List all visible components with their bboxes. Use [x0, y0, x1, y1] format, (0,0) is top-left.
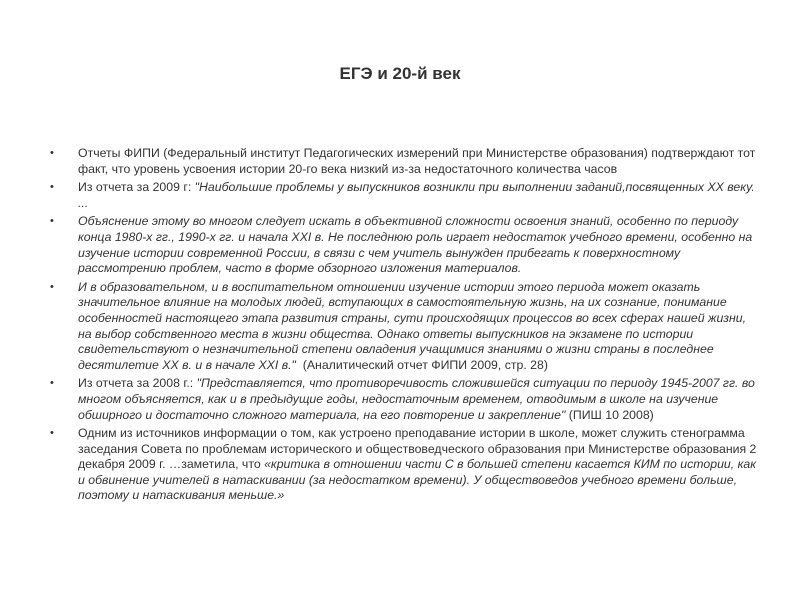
bullet-item — [48, 376, 760, 423]
quote-text: "Наибольшие проблемы у выпускников возникли при выполнении заданий,посвященных XX веку. ... — [78, 180, 755, 210]
bullet-item — [48, 214, 760, 276]
bullet-icon: • — [50, 147, 54, 159]
bullet-list — [48, 146, 760, 507]
quote-text: И в образовательном, и в воспитательном отношении изучение истории этого периода может оказать значительное влияние на молодых людей, вступающих в самостоятельную жизнь, на их сознание, понимание особенностей настоящего этапа развития страны, сути происходящих процессов во всех сферах нашей жизни, на выбор собственного места в жизни общества. Однако ответы выпускников на экзамене по истории свидетельствуют о незначительной степени овладения учащимися знаниями о жизни страны в последнее десятилетие XX в. и в начале XXI в." — [78, 279, 747, 372]
bullet-text: Из отчета за 2008 г.: — [78, 376, 197, 391]
bullet-icon: • — [50, 215, 54, 228]
bullet-text: Из отчета за 2009 г: — [78, 180, 195, 195]
bullet-icon: • — [50, 280, 54, 293]
quote-text: «критика в отношении части С в большей степени касается КИМ по истории, как и обвинение учителей в натаскивании (за недостатком времени). У обществоведов учебного времени больше, поэтому и натаскивания меньше.» — [78, 457, 757, 503]
bullet-text: Отчеты ФИПИ (Федеральный институт Педагогических измерений при Министерстве образования) подтверждают тот факт, что уровень усвоения истории 20-го века низкий из-за недостаточного количества часов — [78, 146, 756, 176]
quote-text: Объяснение этому во многом следует искать в объективной сложности освоения знаний, особенно по периоду конца 1980-х гг., 1990-х гг. и начала XXI в. Не последнюю роль играет недостаток учебного времени, особенно на изучение истории современной России, в связи с чем учитель вынужден прибегать к поверхностному рассмотрению проблем, часто в форме обзорного изложения материалов. — [78, 214, 753, 276]
slide-title: ЕГЭ и 20-й век — [339, 64, 461, 83]
bullet-icon: • — [50, 427, 54, 440]
bullet-item — [48, 280, 760, 374]
quote-text: "Представляется, что противоречивость сложившейся ситуации по периоду 1945-2007 гг. во многом объясняется, как и в предыдущие годы, недостаточным временем, отводимым в школе на изучение обширного и достаточно сложного материала, на его повторение и закрепление" — [78, 376, 755, 422]
source-citation: (Аналитический отчет ФИПИ 2009, стр. 28) — [295, 357, 548, 372]
bullet-item — [48, 146, 760, 177]
bullet-icon: • — [50, 377, 54, 390]
bullet-icon: • — [50, 181, 54, 194]
bullet-item — [48, 426, 760, 504]
bullet-text: Одним из источников информации о том, как устроено преподавание истории в школе, может служить стенограмма заседания Совета по проблемам исторического и обществоведческого образования при Министерстве образования 2 декабря 2009 г. …заметила, что — [78, 426, 757, 472]
bullet-item — [48, 180, 760, 211]
source-citation: (ПИШ 10 2008) — [565, 407, 654, 422]
